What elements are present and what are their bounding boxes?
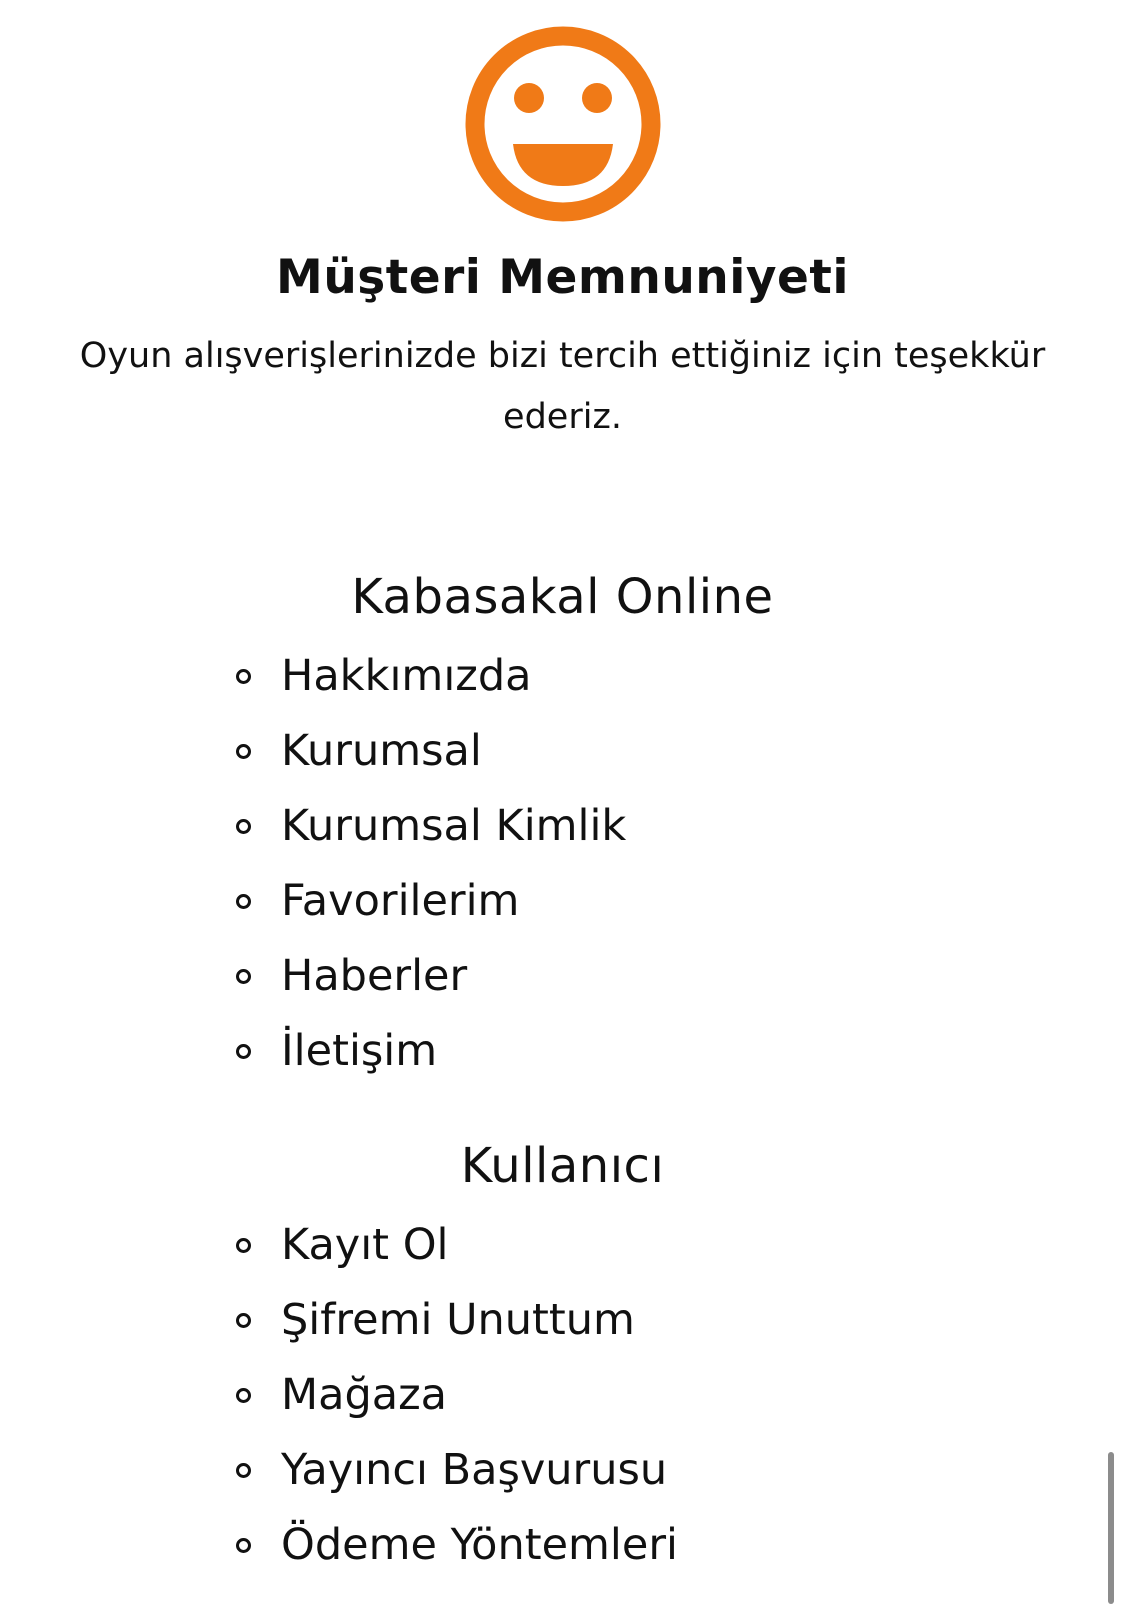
link-label: Ödeme Yöntemleri bbox=[281, 1520, 678, 1570]
link-payment-methods[interactable] bbox=[0, 1508, 1125, 1583]
link-register[interactable] bbox=[0, 1208, 1125, 1283]
smiley-icon bbox=[463, 24, 663, 224]
scrollbar-thumb[interactable] bbox=[1108, 1452, 1114, 1604]
bullet-icon bbox=[236, 1238, 251, 1253]
bullet-icon bbox=[236, 744, 251, 759]
link-news[interactable] bbox=[0, 939, 1125, 1014]
bullet-icon bbox=[236, 1538, 251, 1553]
bullet-icon bbox=[236, 1044, 251, 1059]
bullet-icon bbox=[236, 819, 251, 834]
footer-section-company bbox=[0, 567, 1125, 1089]
link-corporate-identity[interactable] bbox=[0, 789, 1125, 864]
bullet-icon bbox=[236, 894, 251, 909]
section-title: Kabasakal Online bbox=[351, 569, 774, 625]
link-contact[interactable] bbox=[0, 1014, 1125, 1089]
link-forgot-password[interactable] bbox=[0, 1283, 1125, 1358]
link-publisher-application[interactable] bbox=[0, 1433, 1125, 1508]
link-label: Hakkımızda bbox=[281, 651, 532, 701]
company-links bbox=[0, 639, 1125, 1089]
section-title: Kullanıcı bbox=[460, 1138, 665, 1194]
link-label: Yayıncı Başvurusu bbox=[281, 1445, 668, 1495]
link-label: İletişim bbox=[281, 1026, 438, 1076]
bullet-icon bbox=[236, 1313, 251, 1328]
bullet-icon bbox=[236, 669, 251, 684]
link-label: Şifremi Unuttum bbox=[281, 1295, 635, 1345]
link-label: Mağaza bbox=[281, 1370, 448, 1420]
user-links bbox=[0, 1208, 1125, 1583]
footer-section-user bbox=[0, 1136, 1125, 1583]
link-about[interactable] bbox=[0, 639, 1125, 714]
link-corporate[interactable] bbox=[0, 714, 1125, 789]
link-label: Kurumsal bbox=[281, 726, 482, 776]
link-label: Kayıt Ol bbox=[281, 1220, 449, 1270]
satisfaction-title: Müşteri Memnuniyeti bbox=[276, 250, 849, 305]
bullet-icon bbox=[236, 969, 251, 984]
link-label: Kurumsal Kimlik bbox=[281, 801, 627, 851]
satisfaction-text: Oyun alışverişlerinizde bizi tercih ettiğiniz için teşekkür ederiz. bbox=[79, 336, 1046, 437]
link-label: Favorilerim bbox=[281, 876, 520, 926]
link-favorites[interactable] bbox=[0, 864, 1125, 939]
bullet-icon bbox=[236, 1463, 251, 1478]
bullet-icon bbox=[236, 1388, 251, 1403]
link-store[interactable] bbox=[0, 1358, 1125, 1433]
link-label: Haberler bbox=[281, 951, 468, 1001]
